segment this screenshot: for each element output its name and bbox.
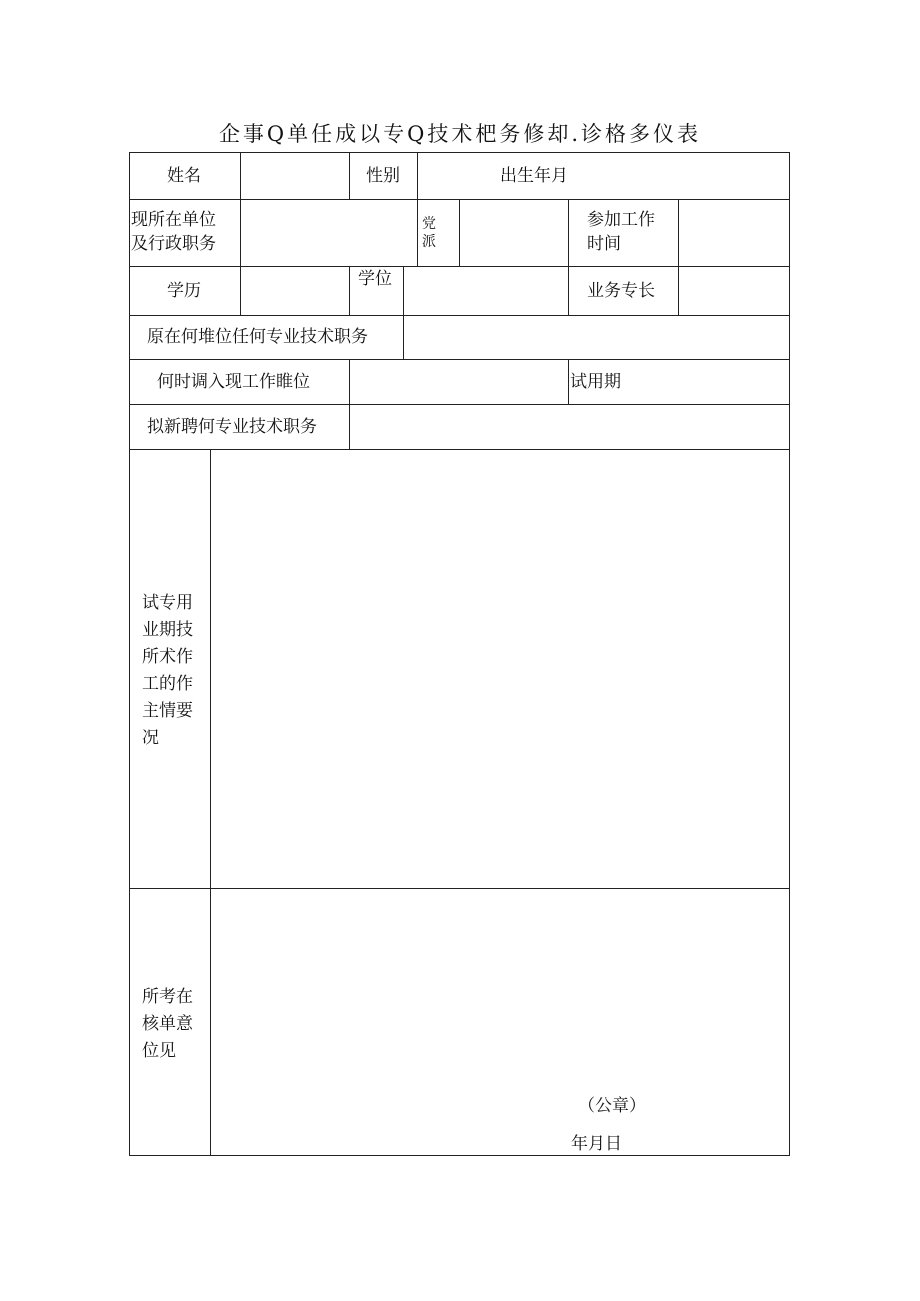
join-work-label-line2: 时间 (587, 234, 621, 254)
specialty-label: 业务专长 (587, 281, 655, 301)
seal-text: （公章） (578, 1096, 646, 1116)
label-line: 试专用 (142, 593, 193, 613)
row-divider (130, 404, 789, 405)
col-divider (240, 266, 241, 315)
original-post-label: 原在何堆位任何专业技术职务 (147, 327, 368, 347)
row-divider (130, 315, 789, 316)
col-divider (403, 315, 404, 359)
form-table (129, 152, 790, 1156)
label-line: 主情要 (142, 701, 193, 721)
col-divider (459, 199, 460, 266)
label-line: 业期技 (142, 620, 193, 640)
col-divider (678, 266, 679, 315)
row-divider (130, 359, 789, 360)
gender-label: 性别 (366, 166, 400, 186)
unit-label-line1: 现所在单位 (131, 210, 216, 230)
col-divider (678, 199, 679, 266)
date-text: 年月日 (571, 1134, 622, 1154)
probation-work-label (142, 590, 202, 752)
row-divider (130, 888, 789, 889)
transfer-time-label: 何时调入现工作睢位 (157, 372, 310, 392)
join-work-label-line1: 参加工作 (587, 210, 655, 230)
col-divider (403, 266, 404, 315)
col-divider (568, 266, 569, 315)
col-divider (349, 266, 350, 315)
label-line: 况 (142, 728, 159, 748)
label-line: 工的作 (142, 674, 193, 694)
degree-label: 学位 (358, 269, 392, 289)
col-divider (568, 359, 569, 404)
row-divider (130, 449, 789, 450)
probation-label: 试用期 (570, 372, 621, 392)
col-divider (417, 199, 418, 266)
label-line: 所考在 (142, 987, 193, 1007)
label-line: 核单意 (142, 1014, 193, 1034)
form-title: 企事Q单任成以专Q技术杷务修却.诊格多仪表 (218, 122, 702, 146)
col-divider (240, 199, 241, 266)
label-line: 所术作 (142, 647, 193, 667)
col-divider (417, 153, 418, 199)
party-label-line1: 党 (422, 216, 436, 232)
col-divider (349, 153, 350, 199)
party-label-line2: 派 (422, 234, 436, 250)
name-label: 姓名 (167, 166, 201, 186)
education-label: 学历 (167, 281, 201, 301)
birth-label: 出生年月 (500, 166, 568, 186)
opinion-label (142, 984, 202, 1065)
col-divider (568, 199, 569, 266)
label-line: 位见 (142, 1041, 176, 1061)
unit-label-line2: 及行政职务 (131, 234, 216, 254)
col-divider (210, 449, 211, 1155)
row-divider (130, 266, 789, 267)
new-post-label: 拟新聘何专业技术职务 (147, 417, 317, 437)
col-divider (349, 404, 350, 449)
col-divider (349, 359, 350, 404)
col-divider (240, 153, 241, 199)
